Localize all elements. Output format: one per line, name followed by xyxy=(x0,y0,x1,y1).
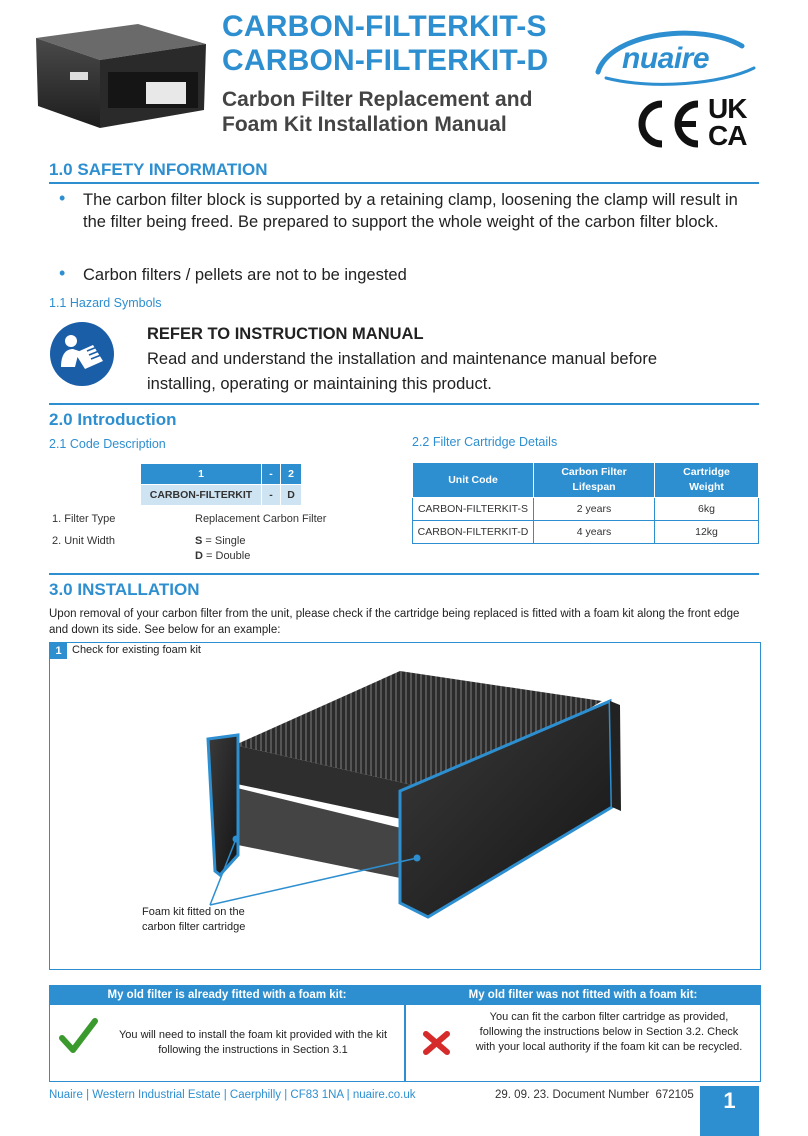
callout-line-2: carbon filter cartridge xyxy=(142,921,246,933)
comparison-right-text: You can fit the carbon filter cartridge as provided, following the instructions below in Section 3.2. Check with your local authority if the foam kit can be recycled. xyxy=(475,1011,743,1053)
safety-bullet-1 xyxy=(59,188,763,233)
cartridge-col-lifespan-line-1: Carbon Filter xyxy=(561,466,627,478)
code-item-1-value: Replacement Carbon Filter xyxy=(195,513,327,525)
check-icon xyxy=(58,1016,98,1061)
cartridge-col-unit-code-text: Unit Code xyxy=(448,473,498,486)
cartridge-col-lifespan-line-2: Lifespan xyxy=(572,481,616,493)
cartridge-col-unit-code xyxy=(413,463,534,498)
cartridge-col-lifespan xyxy=(534,463,655,498)
footer-address: Nuaire | Western Industrial Estate | Caerphilly | CF83 1NA | nuaire.co.uk xyxy=(49,1089,416,1101)
cartridge-details-heading: 2.2 Filter Cartridge Details xyxy=(412,435,558,449)
nuaire-logo xyxy=(592,28,762,92)
table-cell: 12kg xyxy=(655,521,759,544)
table-cell: 2 years xyxy=(534,498,655,521)
divider xyxy=(49,182,759,184)
divider xyxy=(49,403,759,405)
installation-intro: Upon removal of your carbon filter from the unit, please check if the cartridge being replaced is fitted with a foam kit along the front edge and down its side. See below for an example: xyxy=(49,608,740,636)
table-cell: 6kg xyxy=(655,498,759,521)
bullet-dot: • xyxy=(59,263,66,283)
foam-kit-comparison xyxy=(49,985,761,1082)
code-s: S xyxy=(195,535,203,547)
subtitle-line-1: Carbon Filter Replacement and xyxy=(222,88,533,111)
ce-mark xyxy=(632,98,704,150)
code-table xyxy=(140,463,302,506)
page-number: 1 xyxy=(700,1086,759,1136)
ukca-mark-uk: UK xyxy=(708,93,747,124)
title-line-2: CARBON-FILTERKIT-D xyxy=(222,44,549,77)
code-item-2-double xyxy=(195,550,250,562)
code-item-1-label: 1. Filter Type xyxy=(52,513,116,525)
subtitle-line-2: Foam Kit Installation Manual xyxy=(222,113,507,136)
hazard-heading: 1.1 Hazard Symbols xyxy=(49,296,162,310)
comparison-left xyxy=(50,986,406,1081)
code-value-2: D xyxy=(281,485,302,506)
code-item-2-label: 2. Unit Width xyxy=(52,535,115,547)
installation-heading: 3.0 INSTALLATION xyxy=(49,580,200,599)
table-row xyxy=(413,521,759,544)
manual-icon xyxy=(49,321,115,387)
step-label: Check for existing foam kit xyxy=(72,644,201,656)
ukca-mark xyxy=(708,93,764,152)
code-s-text: = Single xyxy=(205,535,246,547)
comparison-right xyxy=(406,986,760,1081)
ukca-mark-ca: CA xyxy=(708,120,747,151)
product-image xyxy=(28,20,208,132)
comparison-right-header: My old filter was not fitted with a foam kit: xyxy=(406,986,760,1005)
table-cell: 4 years xyxy=(534,521,655,544)
table-cell: CARBON-FILTERKIT-D xyxy=(413,521,534,544)
callout-line-1: Foam kit fitted on the xyxy=(142,906,245,918)
cartridge-col-weight xyxy=(655,463,759,498)
code-d-text: = Double xyxy=(206,550,251,562)
safety-bullet-2 xyxy=(59,263,763,286)
table-cell: CARBON-FILTERKIT-S xyxy=(413,498,534,521)
brand-name: nuaire xyxy=(622,42,710,75)
footer-document-number: 29. 09. 23. Document Number 672105 xyxy=(495,1089,694,1101)
safety-bullet-1-text: The carbon filter block is supported by a retaining clamp, loosening the clamp will result in the filter being freed. Be prepared to support the whole weight of the carbon filter block. xyxy=(83,191,738,231)
hazard-title: REFER TO INSTRUCTION MANUAL xyxy=(147,325,424,343)
code-value-dash: - xyxy=(262,485,281,506)
bullet-dot: • xyxy=(59,188,66,208)
title-line-1: CARBON-FILTERKIT-S xyxy=(222,10,547,43)
code-header-1: 1 xyxy=(141,464,262,485)
safety-heading: 1.0 SAFETY INFORMATION xyxy=(49,160,268,179)
comparison-left-text: You will need to install the foam kit provided with the kit following the instructions in Section 3.1 xyxy=(118,1029,388,1056)
cartridge-table-header xyxy=(413,463,759,498)
comparison-left-header: My old filter is already fitted with a foam kit: xyxy=(50,986,404,1005)
safety-bullet-2-text: Carbon filters / pellets are not to be ingested xyxy=(83,266,407,284)
cross-icon xyxy=(422,1030,452,1061)
code-description-heading: 2.1 Code Description xyxy=(49,437,166,451)
code-value-1: CARBON-FILTERKIT xyxy=(141,485,262,506)
cartridge-table xyxy=(412,462,759,544)
divider xyxy=(49,573,759,575)
code-item-2-single xyxy=(195,535,245,547)
cartridge-col-weight-line-1: Cartridge xyxy=(683,466,730,478)
code-header-dash: - xyxy=(262,464,281,485)
intro-heading: 2.0 Introduction xyxy=(49,410,177,429)
table-row xyxy=(413,498,759,521)
step-number: 1 xyxy=(50,643,67,659)
code-d: D xyxy=(195,550,203,562)
step-1-figure xyxy=(49,642,761,970)
hazard-text: Read and understand the installation and maintenance manual before installing, operating or maintaining this product. xyxy=(147,350,658,393)
cartridge-col-weight-line-2: Weight xyxy=(689,481,724,493)
code-header-2: 2 xyxy=(281,464,302,485)
